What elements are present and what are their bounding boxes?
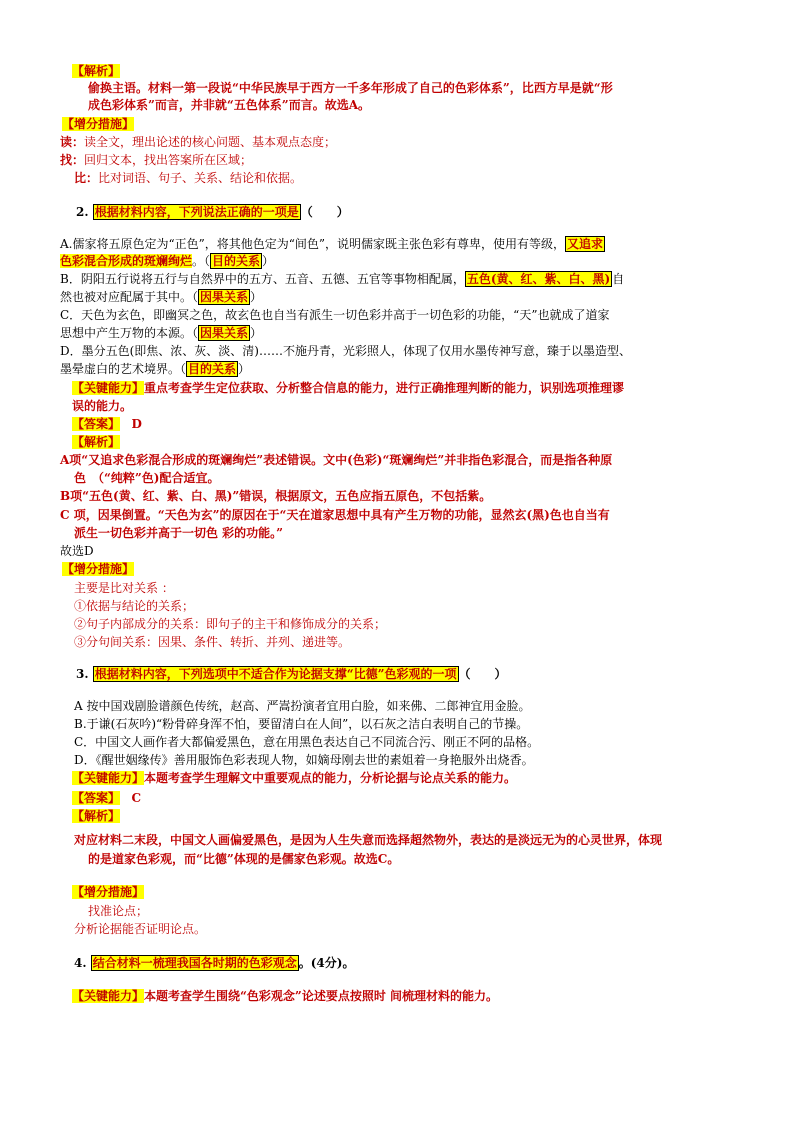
analysis-3-text: 对应材料二末段，中国文人画偏爱黑色，是因为人生失意而选择超然物外，表达的是淡远无为的心灵世界，体现 — [74, 833, 663, 847]
strategy-3-line: 分析论据能否证明论点。 — [74, 922, 207, 936]
question-3-stem: 3. 根据材料内容，下列选项中不适合作为论据支撑“比德”色彩观的一项 （ ） — [76, 667, 507, 681]
analysis-2-c: C 项，因果倒置。“天色为玄”的原因在于“天在道家思想中具有产生万物的功能，显然玄(黑)色也自当有 — [60, 508, 610, 522]
answer-2: 【答案】 D — [72, 417, 142, 431]
answer-3: 【答案】 C — [72, 791, 142, 805]
option-2c: C．天色为玄色，即幽冥之色，故玄色也自当有派生一切色彩并高于一切色彩的功能，“天”也就成了道家 — [60, 308, 610, 322]
strategy-2-line: ③分句间关系：因果、条件、转折、并列、递进等。 — [74, 635, 351, 649]
strategy-read: 读：读全文，理出论述的核心问题、基本观点态度； — [60, 135, 337, 149]
option-3d: D．《醒世姻缘传》善用服饰色彩表现人物，如嫡母刚去世的素姐着一身艳服外出烧香。 — [74, 753, 534, 767]
option-2d: D．墨分五色(即焦、浓、灰、淡、清)……不施丹青，光彩照人，体现了仅用水墨传神写意，臻于以墨造型、 — [60, 344, 631, 358]
analysis-text: 成色彩体系”而言，并非就“五色体系”而言。故选A。 — [88, 98, 371, 112]
ability-2-cont: 误的能力。 — [72, 399, 133, 413]
analysis-2-conclusion: 故选D — [60, 544, 94, 558]
strategy-3-line: 找准论点； — [88, 904, 149, 918]
question-4-stem: 4. 结合材料一梳理我国各时期的色彩观念 。(4分)。 — [74, 956, 355, 970]
strategy-tag: 【增分措施】 — [62, 117, 135, 131]
analysis-2-b: B项“五色(黄、红、紫、白、黑)”错误，根据原文，五色应指五原色，不包括紫。 — [60, 489, 492, 503]
analysis-2-c-cont: 派生一切色彩并高于一切色 彩的功能。” — [74, 526, 284, 540]
option-3a: A 按中国戏剧脸谱颜色传统，赵高、严嵩扮演者宜用白脸，如来佛、二郎神宜用金脸。 — [74, 699, 531, 713]
option-3b: B.于谦(石灰吟)“粉骨碎身浑不怕，要留清白在人间”，以石灰之洁白表明自己的节操。 — [74, 717, 529, 731]
option-2c-cont: 思想中产生万物的本源。（ 因果关系 ） — [60, 326, 263, 340]
option-2a-cont: 色彩混合形成的斑斓绚烂。（ 目的关系 ） — [60, 254, 275, 268]
option-3c: C．中国文人画作者大都偏爱黑色，意在用黑色表达自己不同流合污、刚正不阿的品格。 — [74, 735, 540, 749]
ability-4: 【关键能力】本题考查学生围绕“色彩观念”论述要点按照时 间梳理材料的能力。 — [72, 989, 499, 1003]
strategy-find: 找：回归文本，找出答案所在区域； — [60, 153, 253, 167]
analysis-3-tag: 【解析】 — [72, 809, 121, 823]
option-2a: A.儒家将五原色定为“正色”，将其他色定为“间色”，说明儒家既主张色彩有尊卑，使用有等级， 又追求 — [60, 237, 604, 251]
analysis-3-text-cont: 的是道家色彩观，而“比德”体现的是儒家色彩观。故选C。 — [88, 852, 400, 866]
ability-3: 【关键能力】本题考查学生理解文中重要观点的能力，分析论据与论点关系的能力。 — [72, 771, 517, 785]
strategy-2-tag: 【增分措施】 — [62, 562, 135, 576]
option-2b-cont: 然也被对应配属于其中。（ 因果关系 ） — [60, 290, 263, 304]
analysis-2-a-cont: 色 （“纯粹”色)配合适宜。 — [74, 471, 220, 485]
strategy-2-line: ②句子内部成分的关系：即句子的主干和修饰成分的关系； — [74, 617, 387, 631]
strategy-2-line: 主要是比对关系 ： — [74, 581, 174, 595]
analysis-tag: 【解析】 — [72, 64, 121, 78]
strategy-3-tag: 【增分措施】 — [72, 885, 145, 899]
strategy-2-line: ①依据与结论的关系； — [74, 599, 195, 613]
option-2d-cont: 墨晕虚白的艺术境界。（ 目的关系 ） — [60, 362, 251, 376]
strategy-compare: 比：比对词语、句子、关系、结论和依据。 — [74, 171, 303, 185]
question-2-stem: 2. 根据材料内容，下列说法正确的一项是 （ ） — [76, 205, 349, 219]
ability-2: 【关键能力】重点考查学生定位获取、分析整合信息的能力，进行正确推理判断的能力，识别选项推理谬 — [72, 381, 625, 395]
analysis-2-a: A项“又追求色彩混合形成的斑斓绚烂”表述错误。文中(色彩)“斑斓绚烂”并非指色彩混合，而是指各种原 — [60, 453, 613, 467]
analysis-text: 偷换主语。材料一第一段说“中华民族早于西方一千多年形成了自己的色彩体系”，比西方早是就“形 — [88, 81, 613, 95]
option-2b: B．阴阳五行说将五行与自然界中的五方、五音、五德、五官等事物相配属， 五色(黄、红、紫、白、黑) 自 — [60, 272, 625, 286]
analysis-2-tag: 【解析】 — [72, 435, 121, 449]
